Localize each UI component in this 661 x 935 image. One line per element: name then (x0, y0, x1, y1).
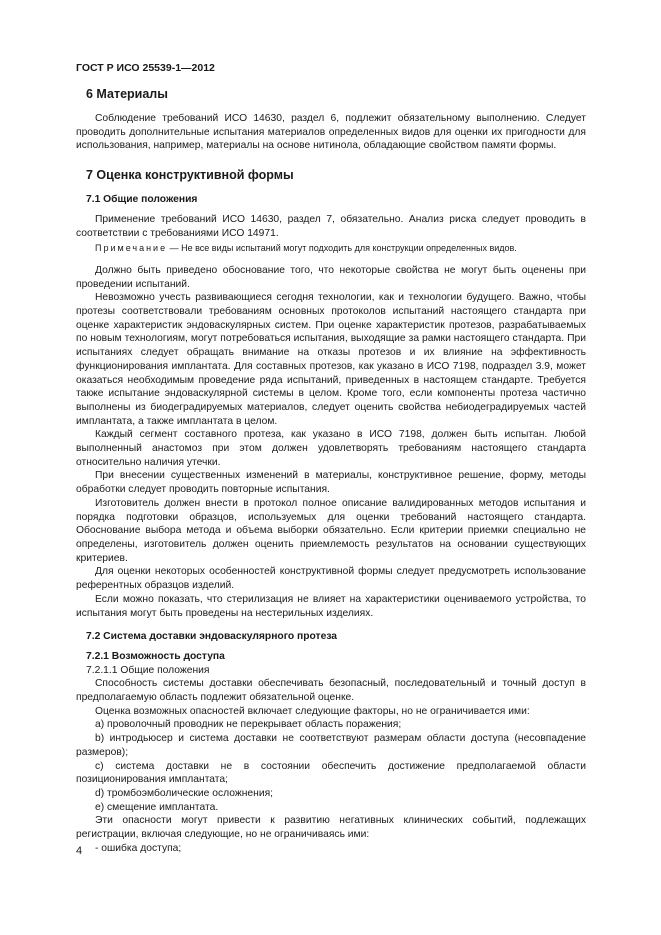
document-body (76, 86, 586, 855)
note-label: Примечание (95, 243, 168, 254)
paragraph: Каждый сегмент составного протеза, как указано в ИСО 7198, должен быть испытан. Любой выполненный анастомоз при этом должен удовлетворять требованиям настоящего стандарта относительно наличия утечки. (76, 429, 586, 468)
paragraph: Изготовитель должен внести в протокол полное описание валидированных методов испытания и порядка подготовки образцов, используемых для оценки требований настоящего стандарта. Обоснование выбора метода и объема выборки обязательно. Если критерии приемки специально не определены, изготовитель должен оценить приемлемость результатов на основании существующих критериев. (76, 497, 586, 564)
list-item: d) тромбоэмболические осложнения; (95, 787, 274, 799)
section-6-paragraph: Соблюдение требований ИСО 14630, раздел 6, подлежит обязательному выполнению. Следует проводить дополнительные испытания материалов определенных видов для оценки их пригодности для использования, например, материалы на основе нитинола, обладающие свойством памяти формы. (76, 113, 586, 152)
paragraph: При внесении существенных изменений в материалы, конструктивное решение, форму, методы обработки следует проводить повторные испытания. (76, 470, 586, 496)
paragraph: Оценка возможных опасностей включает следующие факторы, но не ограничивается ими: (95, 705, 530, 717)
document-header: ГОСТ Р ИСО 25539-1—2012 (76, 62, 215, 74)
section-7-1-heading: 7.1 Общие положения (86, 194, 198, 206)
list-item: с) система доставки не в состоянии обеспечить достижение предполагаемой области позиционирования имплантата; (76, 760, 586, 786)
paragraph: Для оценки некоторых особенностей конструктивной формы следует предусмотреть использование референтных образцов изделий. (76, 566, 586, 592)
paragraph: Если можно показать, что стерилизация не влияет на характеристики оцениваемого устройства, то испытания могут быть проведены на нестерильных изделиях. (76, 593, 586, 619)
section-7-1-paragraph: Применение требований ИСО 14630, раздел 7, обязательно. Анализ риска следует проводить в соответствии с требованиями ИСО 14971. (76, 213, 586, 239)
paragraph: Невозможно учесть развивающиеся сегодня технологии, как и технологии будущего. Важно, чтобы протезы соответствовали требованиям основных протоколов испытаний настоящего стандарта при оценке характеристик эндоваскулярных систем. При оценке характеристик протезов, разрабатываемых по новым технологиям, могут потребоваться испытания, выходящие за рамки настоящего стандарта. При испытаниях следует обращать внимание на отказы протезов и их влияние на эффективность функционирования имплантата. Для составных протезов, как указано в ИСО 7198, подраздел 3.9, может оказаться необходимым проведение ряда испытаний, приведенных в настоящем стандарте. Требуется также испытание эндоваскулярной системы в целом. Кроме того, если компоненты протеза частично выполнены из биодеградируемых материалов, следует оценить свойства небиодеградируемых частей имплантата, а также имплантата в целом. (76, 292, 586, 427)
list-item: - ошибка доступа; (95, 842, 182, 854)
paragraph: Эти опасности могут привести к развитию негативных клинических событий, подлежащих регистрации, включая следующие, но не ограничиваясь ими: (76, 815, 586, 841)
note-text: — Не все виды испытаний могут подходить для конструкции определенных видов. (167, 243, 517, 254)
page-number: 4 (76, 845, 83, 857)
section-7-2-1-1-heading: 7.2.1.1 Общие положения (86, 664, 210, 676)
section-6-heading: 6 Материалы (86, 87, 168, 101)
paragraph: Должно быть приведено обоснование того, что некоторые свойства не могут быть оценены при проведении испытаний. (76, 264, 586, 290)
list-item: b) интродьюсер и система доставки не соответствуют размерам области доступа (несовпадение размеров); (76, 733, 586, 758)
section-7-2-heading: 7.2 Система доставки эндоваскулярного протеза (86, 631, 338, 643)
section-7-2-1-heading: 7.2.1 Возможность доступа (86, 650, 225, 662)
list-item: а) проволочный проводник не перекрывает область поражения; (95, 719, 402, 731)
paragraph: Способность системы доставки обеспечивать безопасный, последовательный и точный доступ в предполагаемую область подлежит обязательной оценке. (76, 678, 586, 704)
section-7-heading: 7 Оценка конструктивной формы (86, 168, 294, 183)
dash-list (76, 842, 586, 856)
note (76, 242, 586, 256)
list-item: e) смещение имплантата. (95, 801, 219, 813)
